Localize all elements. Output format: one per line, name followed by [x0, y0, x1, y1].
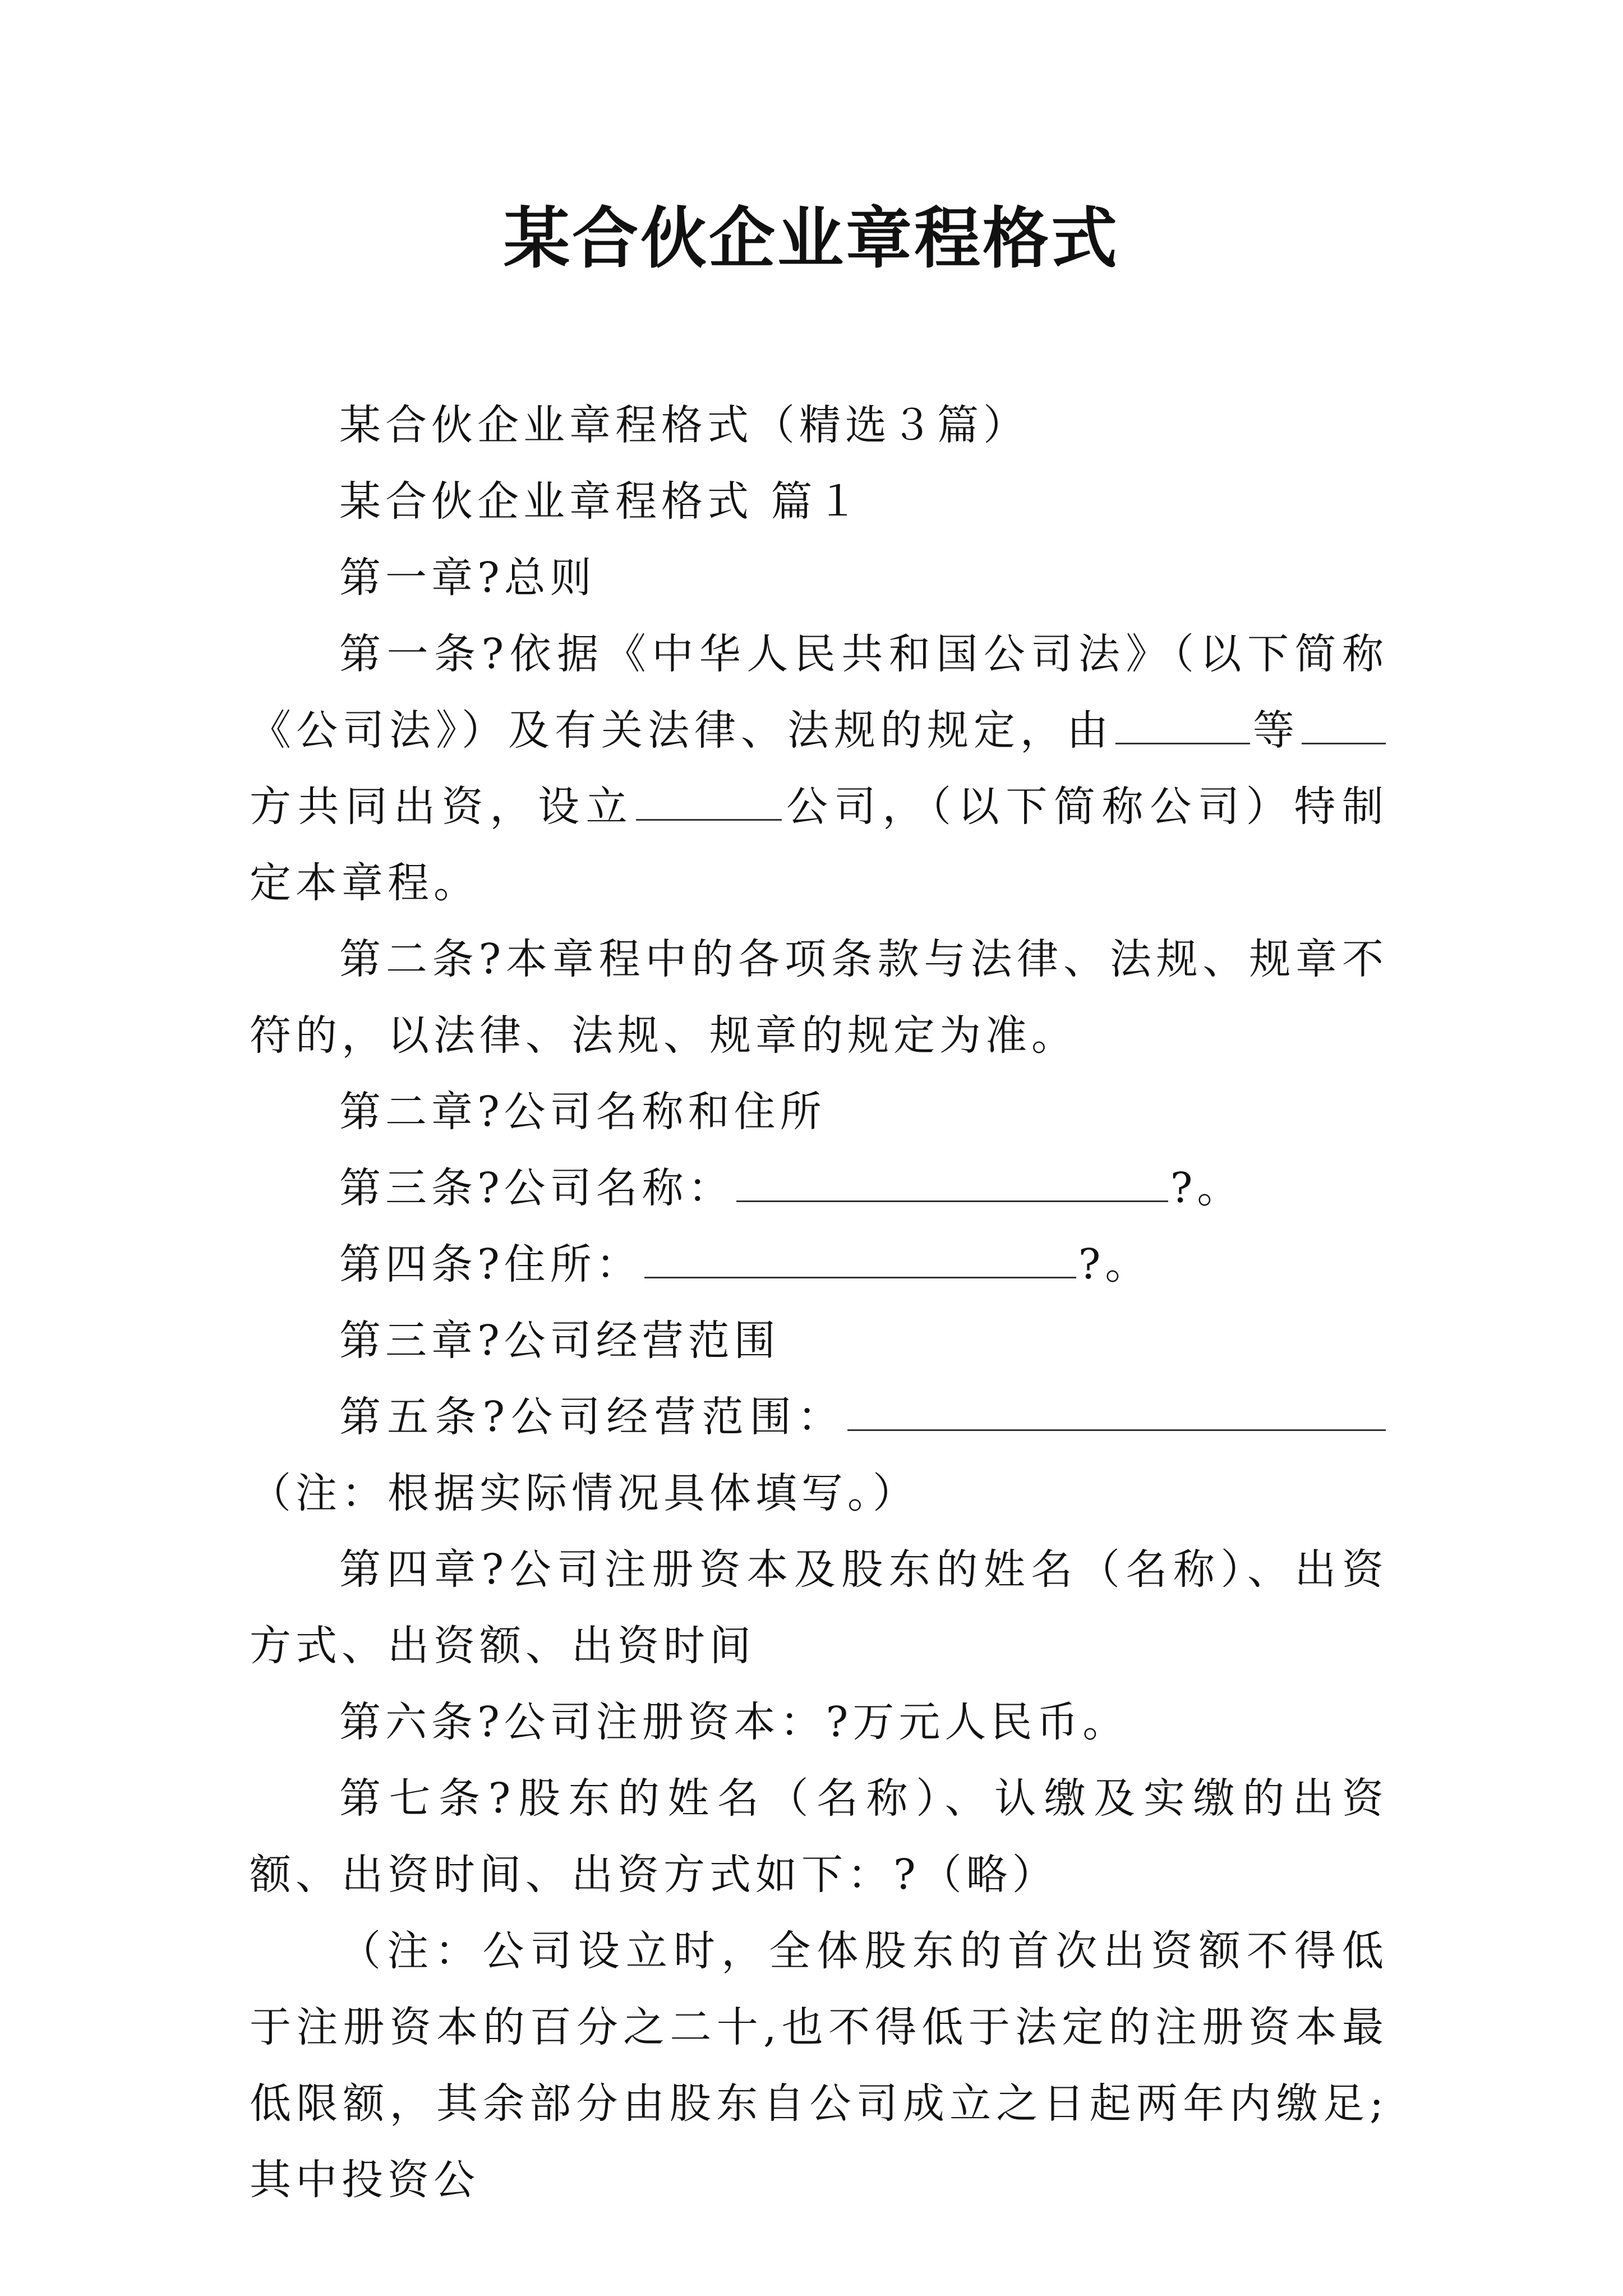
article-4-end: ?。	[1078, 1240, 1151, 1289]
fill-blank-address	[644, 1235, 1076, 1278]
article-3	[250, 1150, 1388, 1226]
chapter-4-heading: 第四章?公司注册资本及股东的姓名（名称）、出资方式、出资额、出资时间	[250, 1545, 1388, 1670]
fill-blank-party-count	[1302, 701, 1386, 744]
article-4	[250, 1226, 1388, 1303]
chapter-1-heading: 第一章?总则	[339, 554, 596, 602]
fill-blank-founder	[1115, 701, 1250, 744]
article-5-label: 第五条?公司经营范围：	[339, 1393, 845, 1441]
article-7: 第七条?股东的姓名（名称）、认缴及实缴的出资额、出资时间、出资方式如下：?（略）	[250, 1774, 1388, 1899]
article-1-text-c: 方共同出资，设立	[250, 783, 634, 831]
chapter-2-heading: 第二章?公司名称和住所	[339, 1088, 826, 1136]
fill-blank-company	[636, 777, 782, 821]
document-body	[250, 387, 1388, 2218]
paragraph-collection-title: 某合伙企业章程格式（精选３篇）	[339, 401, 1029, 449]
article-1-text-a: 第一条?依据《中华人民共和国公司法》（以下简称《公司法》）及有关法律、法规的规定，由	[250, 630, 1388, 754]
article-3-label: 第三条?公司名称：	[339, 1164, 734, 1212]
fill-blank-business-scope	[847, 1388, 1386, 1431]
document-title: 某合伙企业章程格式	[503, 199, 1119, 277]
article-3-end: ?。	[1170, 1164, 1243, 1212]
paragraph-article-heading: 某合伙企业章程格式 篇１	[339, 477, 863, 526]
article-2: 第二条?本章程中的各项条款与法律、法规、规章不符的，以法律、法规、规章的规定为准。	[250, 935, 1388, 1060]
chapter-3-heading: 第三章?公司经营范围	[339, 1317, 780, 1365]
article-6: 第六条?公司注册资本：?万元人民币。	[339, 1698, 1129, 1746]
article-1-text-b: 等	[1252, 706, 1299, 754]
article-5	[250, 1379, 1388, 1531]
fill-blank-company-name	[736, 1159, 1168, 1202]
article-4-label: 第四条?住所：	[339, 1240, 642, 1289]
note-paragraph: （注：公司设立时，全体股东的首次出资额不得低于注册资本的百分之二十,也不得低于法定的注册资本最低限额，其余部分由股东自公司成立之日起两年内缴足;其中投资公	[250, 1927, 1388, 2204]
article-1	[250, 616, 1388, 921]
article-1-text-d: 公司，（以下简称公司）特制定本章程。	[250, 783, 1389, 907]
article-5-note: （注：根据实际情况具体填写。）	[250, 1469, 919, 1517]
